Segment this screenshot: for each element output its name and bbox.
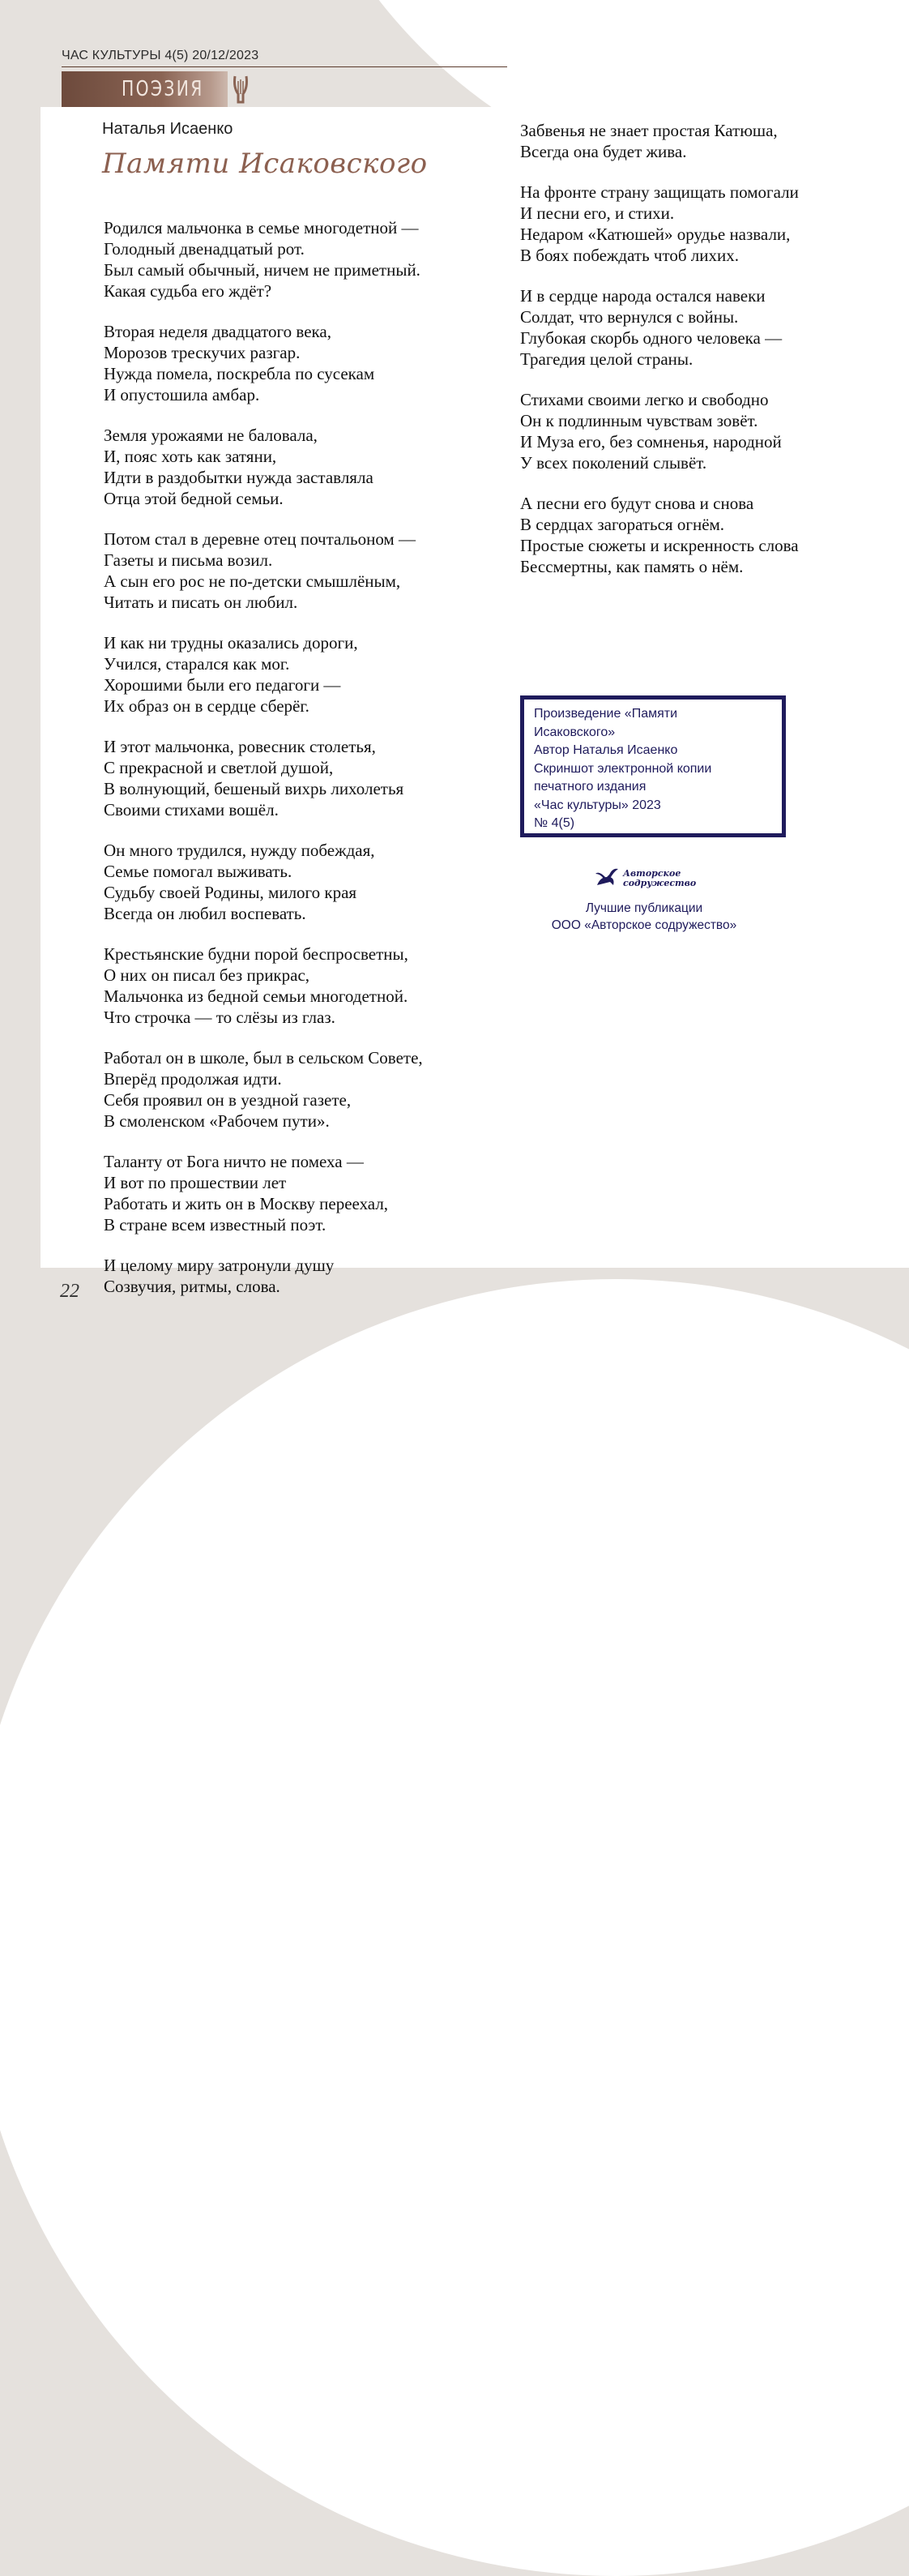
running-head: ЧАС КУЛЬТУРЫ 4(5) 20/12/2023 (62, 49, 259, 62)
poem-line: И как ни трудны оказались дороги, (104, 633, 358, 653)
poem-line: И, пояс хоть как затяни, (104, 447, 277, 466)
poem-line: Работал он в школе, был в сельском Совете, (104, 1048, 423, 1068)
author-name: Наталья Исаенко (102, 120, 233, 138)
poem-line: В сердцах загораться огнём. (520, 515, 725, 534)
poem-line: Работать и жить он в Москву переехал, (104, 1194, 389, 1213)
poem-line: В смоленском «Рабочем пути». (104, 1111, 330, 1131)
poem-line: С прекрасной и светлой душой, (104, 758, 334, 777)
stanza (104, 425, 509, 509)
poem-line: Потом стал в деревне отец почтальоном — (104, 529, 416, 549)
bottom-arc (0, 1279, 909, 2576)
poem-line: Голодный двенадцатый рот. (104, 239, 305, 259)
poem-line: Недаром «Катюшей» орудье назвали, (520, 225, 791, 244)
poem-line: И опустошила амбар. (104, 385, 260, 404)
poem-line: Глубокая скорбь одного человека — (520, 328, 783, 348)
poem-line: Учился, старался как мог. (104, 654, 290, 674)
stanza (104, 944, 509, 1028)
info-line: № 4(5) (534, 816, 575, 830)
pegasus-logo-icon (594, 866, 697, 898)
poem-line: Вперёд продолжая идти. (104, 1069, 282, 1089)
poem-line: И вот по прошествии лет (104, 1173, 287, 1192)
poem-line: А песни его будут снова и снова (520, 494, 754, 513)
info-line: Скриншот электронной копии (534, 761, 712, 776)
poem-line: Он к подлинным чувствам зовёт. (520, 411, 758, 430)
poem-line: В боях побеждать чтоб лихих. (520, 246, 739, 265)
poem-line: Что строчка — то слёзы из глаз. (104, 1008, 335, 1027)
stanza (104, 321, 509, 405)
section-band (62, 71, 228, 107)
poem-line: Трагедия целой страны. (520, 349, 693, 369)
poem-line: Созвучия, ритмы, слова. (104, 1277, 280, 1296)
poem-line: Какая судьба его ждёт? (104, 281, 272, 301)
poem-line: Морозов трескучих разгар. (104, 343, 301, 362)
header-rule (62, 66, 507, 67)
caption-line-2: ООО «Авторское содружество» (551, 918, 737, 932)
poem-line: Стихами своими легко и свободно (520, 390, 769, 409)
stanza (520, 120, 877, 162)
info-line: печатного издания (534, 780, 647, 794)
poem-line: И целому миру затронули душу (104, 1256, 335, 1275)
poem-line: О них он писал без прикрас, (104, 965, 310, 985)
section-label: ПОЭЗИЯ (122, 77, 204, 101)
poem-line: Своими стихами вошёл. (104, 800, 279, 819)
poem-line: Читать и писать он любил. (104, 593, 298, 612)
poem-line: Отца этой бедной семьи. (104, 489, 284, 508)
poem-line: И этот мальчонка, ровесник столетья, (104, 737, 376, 756)
poem-line: В волнующий, бешеный вихрь лихолетья (104, 779, 404, 798)
poem-line: Земля урожаями не баловала, (104, 426, 318, 445)
stanza (104, 1151, 509, 1235)
poem-line: В стране всем известный поэт. (104, 1215, 326, 1235)
poem-line: Родился мальчонка в семье многодетной — (104, 218, 419, 237)
poem-line: Простые сюжеты и искренность слова (520, 536, 799, 555)
stanza (520, 389, 877, 473)
poem-line: Нужда помела, поскребла по сусекам (104, 364, 375, 383)
poem-line: Всегда он любил воспевать. (104, 904, 306, 923)
poem-line: Он много трудился, нужду побеждая, (104, 841, 375, 860)
logo-text-line2: содружество (623, 878, 697, 888)
info-line: Произведение «Памяти (534, 707, 678, 721)
poem-line: Семье помогал выживать. (104, 862, 292, 881)
stanza (104, 528, 509, 613)
stanza (520, 285, 877, 370)
stanza (104, 1047, 509, 1132)
poem-line: Хорошими были его педагоги — (104, 675, 341, 695)
poem-line: Солдат, что вернулся с войны. (520, 307, 739, 327)
poem-line: Забвенья не знает простая Катюша, (520, 121, 778, 140)
poem-line: И песни его, и стихи. (520, 203, 675, 223)
poem-line: Бессмертны, как память о нём. (520, 557, 744, 576)
info-line: Исаковского» (534, 725, 616, 739)
poem-column-left (104, 217, 509, 1316)
stanza (104, 1255, 509, 1297)
poem-line: И Муза его, без сомненья, народной (520, 432, 782, 451)
poem-line: На фронте страну защищать помогали (520, 182, 799, 202)
stanza (520, 493, 877, 577)
caption-line-1: Лучшие публикации (585, 901, 703, 915)
poem-line: Идти в раздобытки нужда заставляла (104, 468, 373, 487)
poem-line: Газеты и письма возил. (104, 550, 273, 570)
stanza (104, 840, 509, 924)
lyre-icon (232, 73, 250, 105)
source-info-box (520, 695, 786, 837)
poem-line: Мальчонка из бедной семьи многодетной. (104, 986, 408, 1006)
stanza (104, 736, 509, 820)
poem-line: Всегда она будет жива. (520, 142, 687, 161)
stanza (520, 182, 877, 266)
poem-line: Их образ он в сердце сберёг. (104, 696, 309, 716)
poem-line: Таланту от Бога ничто не помеха — (104, 1152, 364, 1171)
poem-line: Был самый обычный, ничем не приметный. (104, 260, 420, 280)
stanza (104, 632, 509, 717)
poem-column-right (520, 120, 877, 597)
poem-line: Крестьянские будни порой беспросветны, (104, 944, 408, 964)
poem-line: И в сердце народа остался навеки (520, 286, 766, 306)
poem-line: А сын его рос не по-детски смышлёным, (104, 571, 401, 591)
poem-line: У всех поколений слывёт. (520, 453, 707, 473)
poem-line: Вторая неделя двадцатого века, (104, 322, 331, 341)
logo-text-line1: Авторское (623, 868, 681, 879)
poem-title: Памяти Исаковского (102, 148, 428, 180)
stanza (104, 217, 509, 302)
info-line: Автор Наталья Исаенко (534, 743, 678, 757)
info-line: «Час культуры» 2023 (534, 798, 661, 812)
page-number: 22 (60, 1281, 79, 1302)
poem-line: Судьбу своей Родины, милого края (104, 883, 357, 902)
poem-line: Себя проявил он в уездной газете, (104, 1090, 352, 1110)
publisher-caption (519, 900, 770, 934)
